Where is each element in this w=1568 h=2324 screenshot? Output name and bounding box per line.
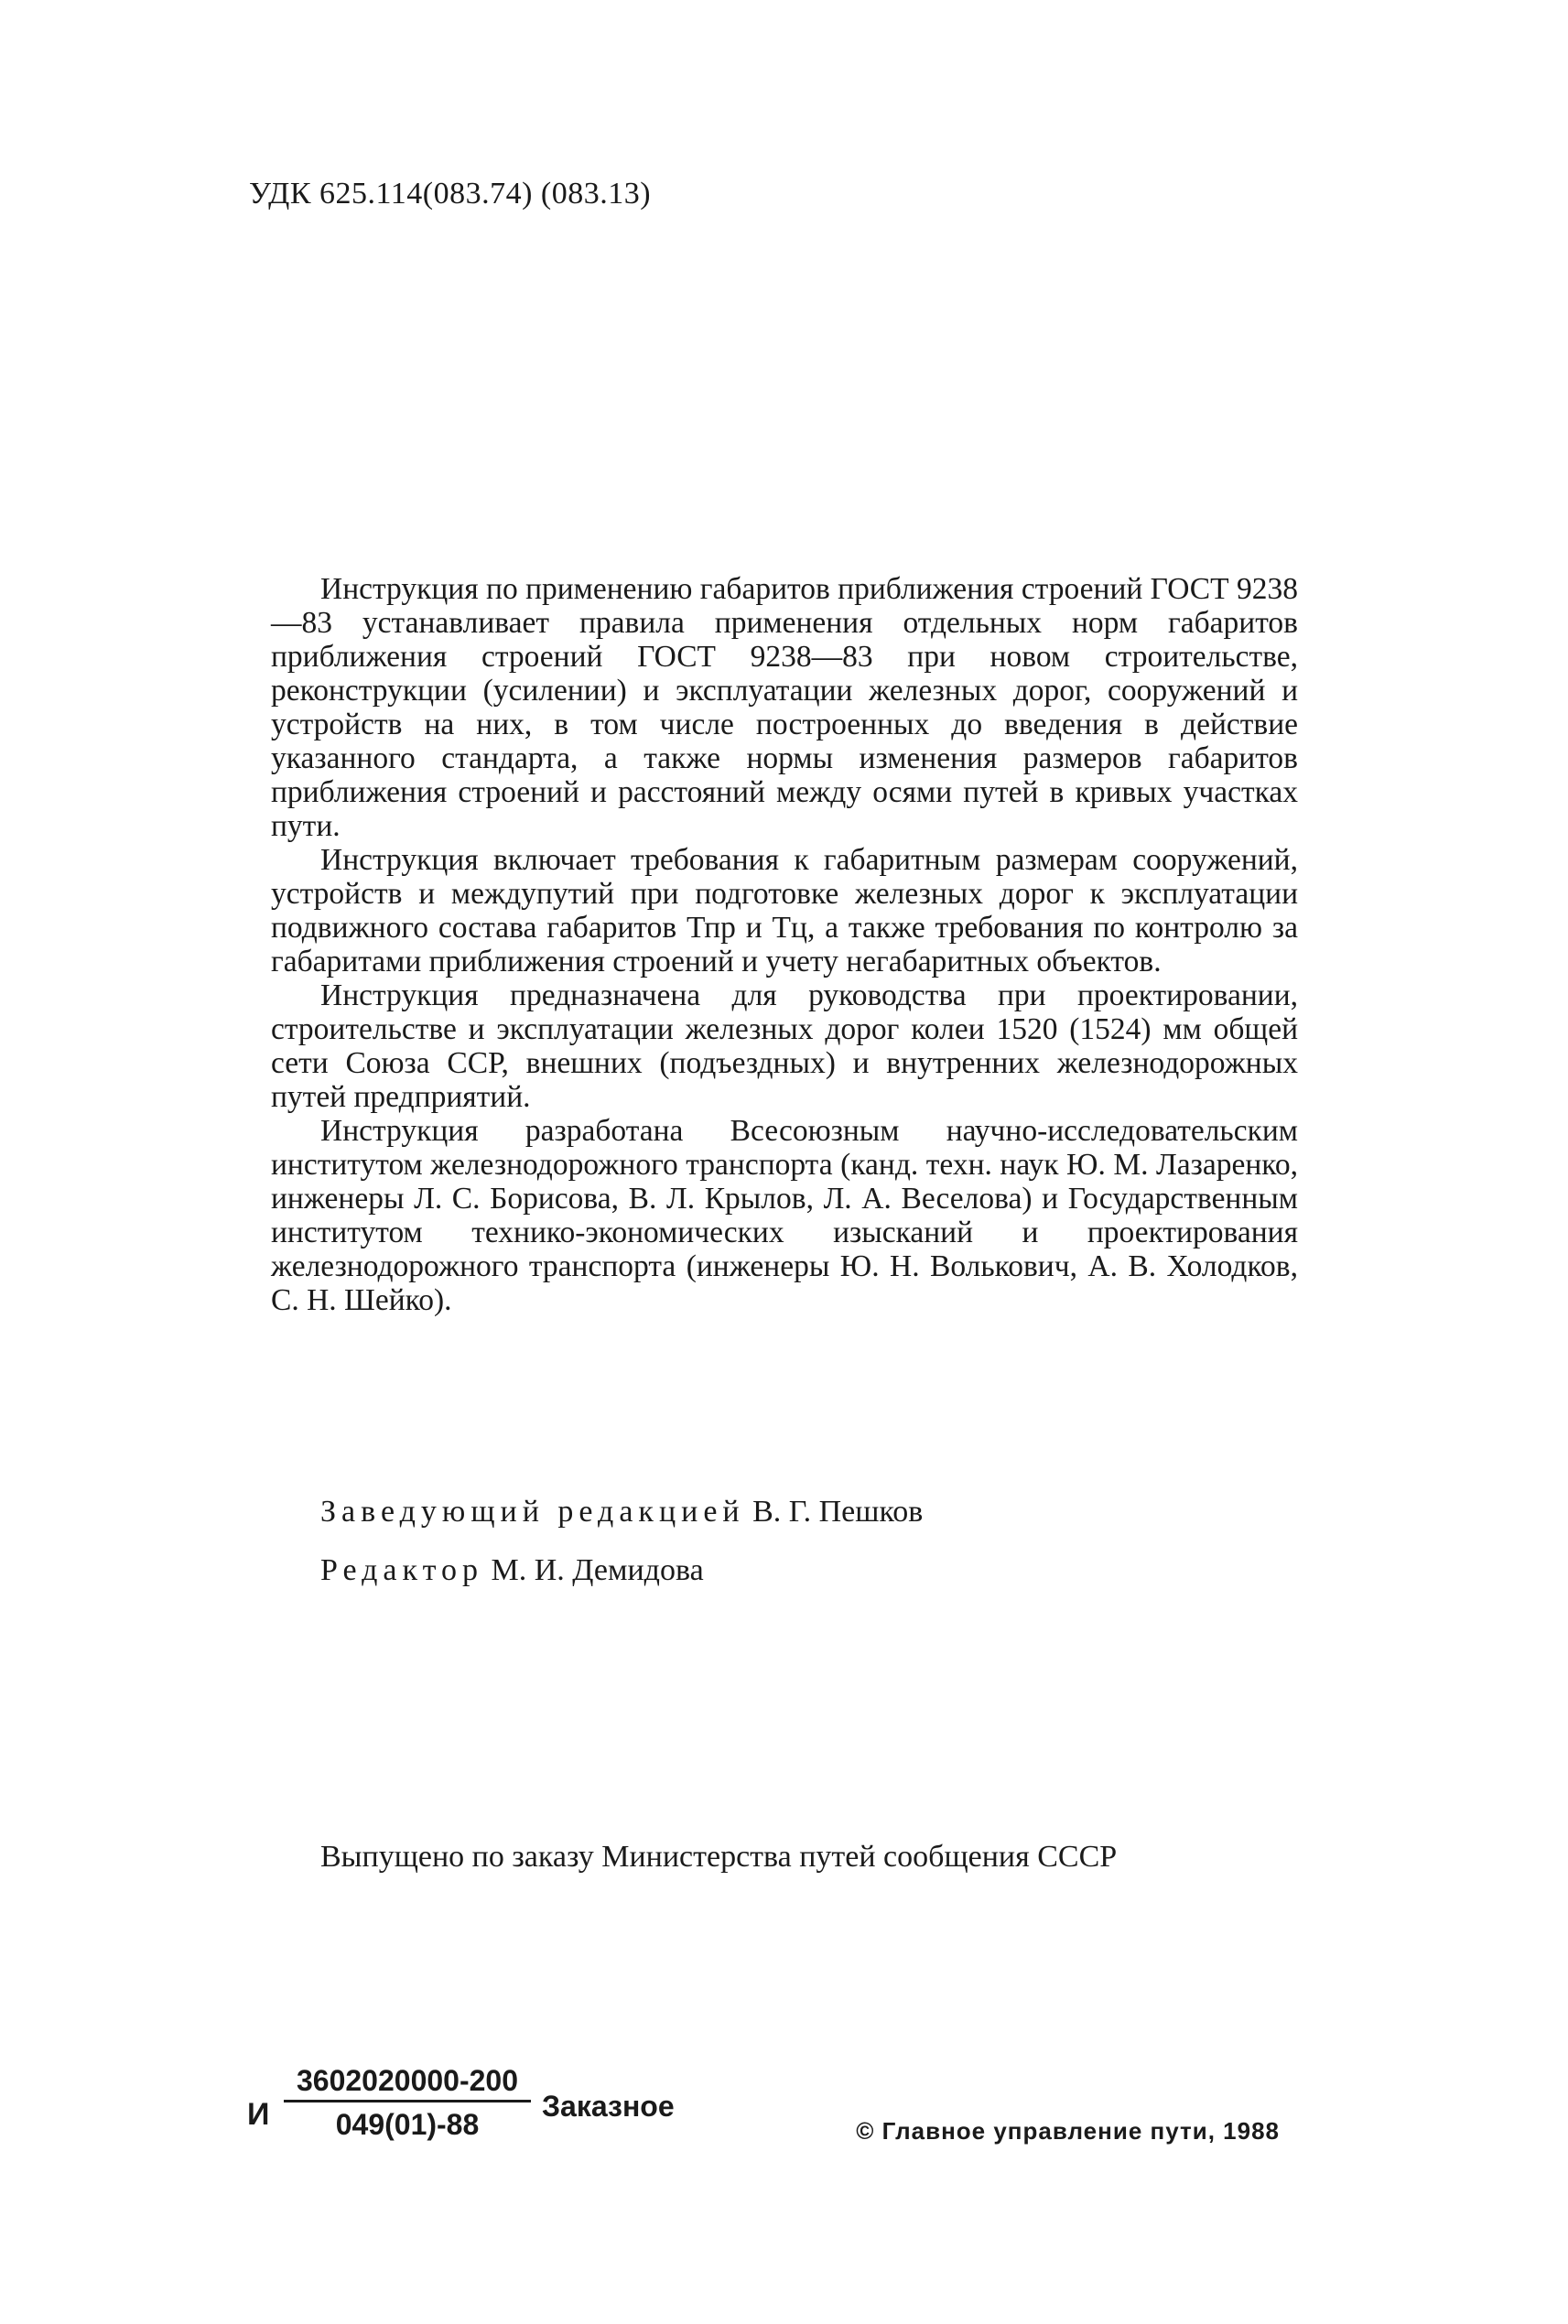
abstract-paragraph-2: Инструкция включает требования к габаритным размерам сооружений, устройств и междупутий при подготовке железных дорог к эксплуатации подвижного состава габаритов Тпр и Тц, а также требования по контролю за габаритами приближения строений и учету негабаритных объектов. — [271, 843, 1298, 978]
imprint-letter: И — [247, 2097, 270, 2132]
editor-credit — [320, 1553, 704, 1588]
imprint-numerator: 3602020000-200 — [284, 2064, 531, 2102]
udk-code: УДК 625.114(083.74) (083.13) — [249, 177, 652, 211]
imprint-denominator: 049(01)-88 — [335, 2108, 480, 2141]
managing-editor-name: В. Г. Пешков — [752, 1495, 924, 1529]
copyright-line: © Главное управление пути, 1988 — [856, 2117, 1280, 2145]
abstract — [271, 572, 1298, 1317]
imprint-block — [247, 2064, 1309, 2174]
issued-by-note: Выпущено по заказу Министерства путей сообщения СССР — [320, 1840, 1118, 1874]
managing-editor-role: Заведующий редакцией — [320, 1495, 745, 1529]
abstract-paragraph-4: Инструкция разработана Всесоюзным научно-исследовательским институтом железнодорожного транспорта (канд. техн. наук Ю. М. Лазаренко, инженеры Л. С. Борисова, В. Л. Крылов, Л. А. Веселова) и Государственным институтом технико-экономических изысканий и проектирования железнодорожного транспорта (инженеры Ю. Н. Волькович, А. В. Холодков, С. Н. Шейко). — [271, 1114, 1298, 1317]
abstract-paragraph-1: Инструкция по применению габаритов приближения строений ГОСТ 9238—83 устанавливает правила применения отдельных норм габаритов приближения строений ГОСТ 9238—83 при новом строительстве, реконструкции (усилении) и эксплуатации железных дорог, сооружений и устройств на них, в том числе построенных до введения в действие указанного стандарта, а также нормы изменения размеров габаритов приближения строений и расстояний между осями путей в кривых участках пути. — [271, 572, 1298, 843]
managing-editor-credit — [320, 1495, 923, 1530]
imprint-index-fraction — [284, 2064, 531, 2142]
editor-role: Редактор — [320, 1553, 483, 1587]
imprint-kind: Заказное — [542, 2090, 675, 2123]
editor-name: М. И. Демидова — [491, 1553, 704, 1587]
abstract-paragraph-3: Инструкция предназначена для руководства при проектировании, строительстве и эксплуатации железных дорог колеи 1520 (1524) мм общей сети Союза ССР, внешних (подъездных) и внутренних железнодорожных путей предприятий. — [271, 978, 1298, 1114]
